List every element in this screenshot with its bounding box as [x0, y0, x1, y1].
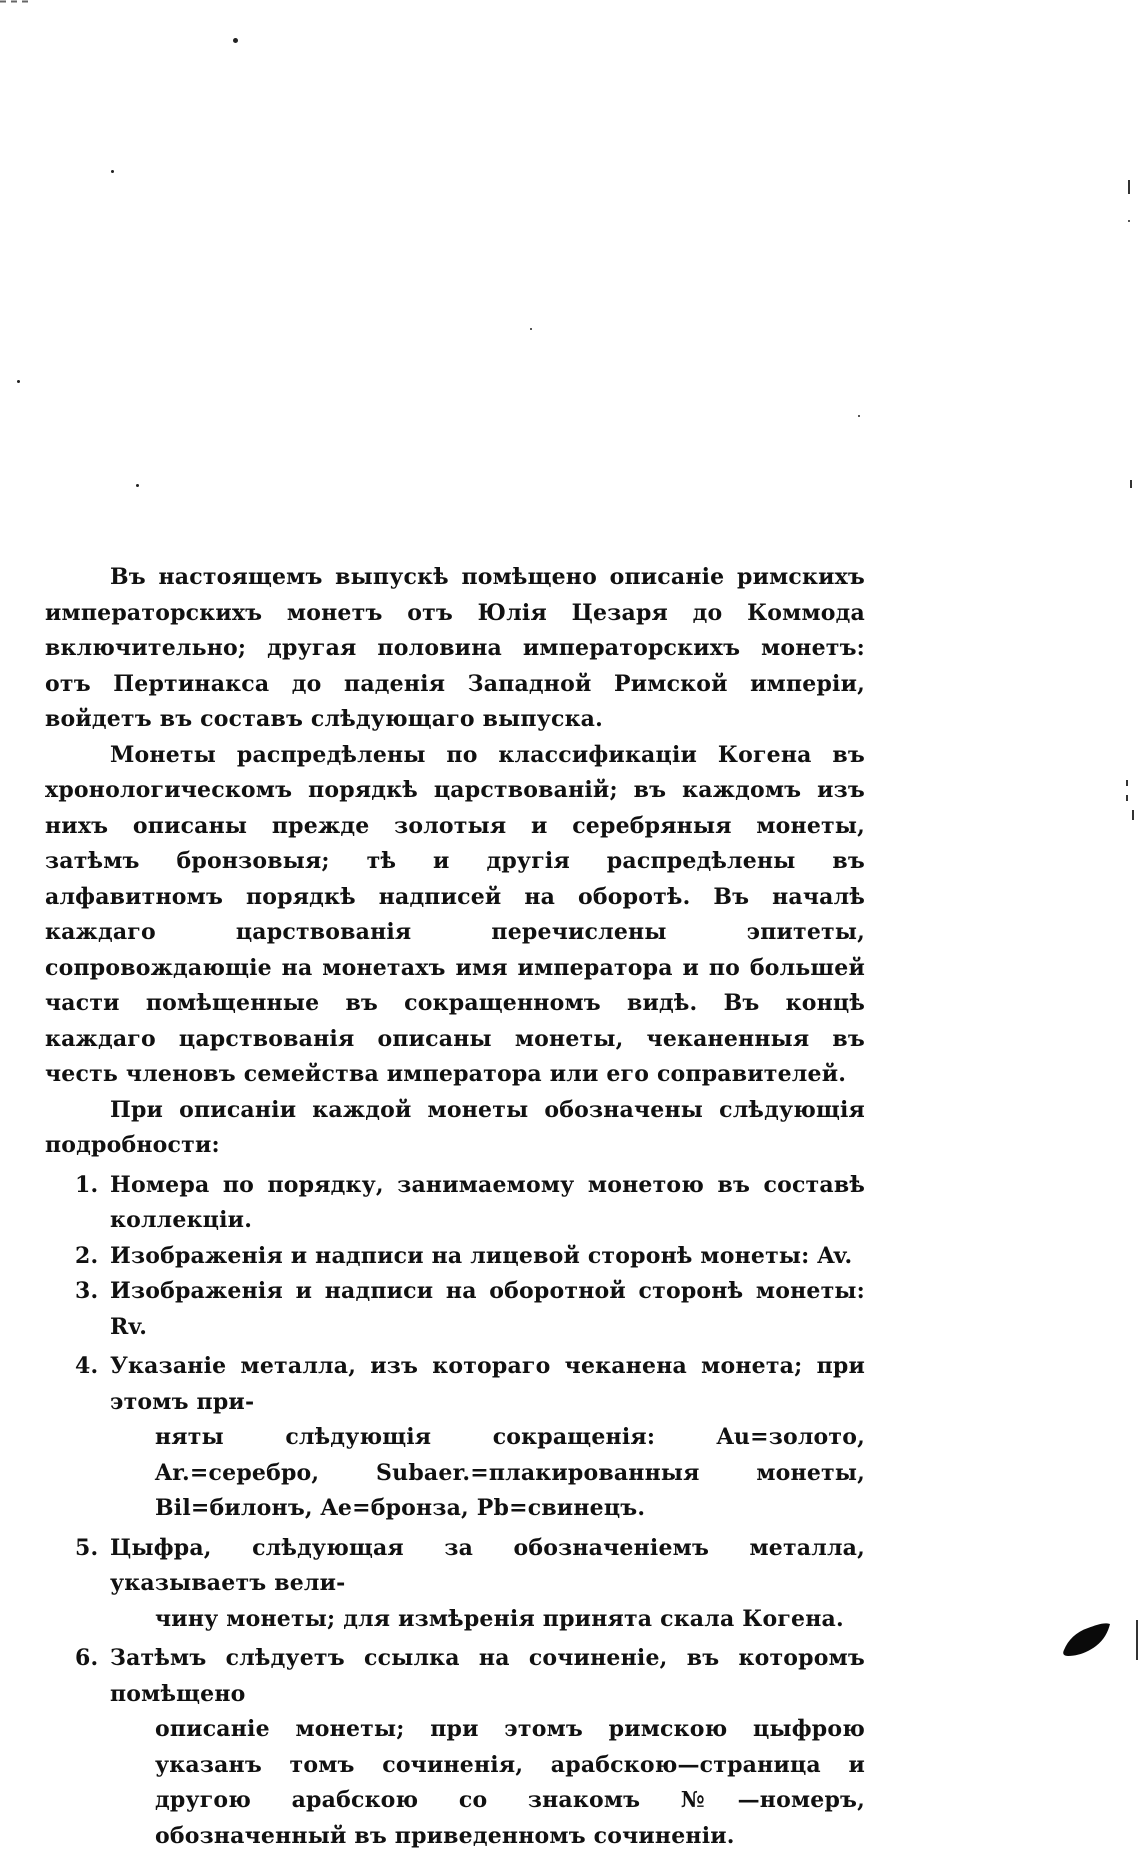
- scan-speck: [530, 328, 532, 330]
- list-number: 2.: [75, 1239, 98, 1275]
- list-text-first-line: Указаніе металла, изъ котораго чеканена монета; при этомъ при-: [110, 1349, 865, 1420]
- top-edge-mark: [0, 0, 80, 3]
- list-text-first-line: Цыфра, слѣдующая за обозначеніемъ металла, указываетъ вели-: [110, 1531, 865, 1602]
- scan-speck: [136, 484, 139, 487]
- document-body: [45, 560, 865, 1854]
- details-list: [45, 1168, 865, 1854]
- scan-edge-mark: [1126, 780, 1128, 786]
- scan-speck: [233, 38, 238, 43]
- scan-edge-mark: [1132, 810, 1134, 820]
- list-number: 6.: [75, 1641, 98, 1677]
- scan-edge-mark: [1130, 480, 1132, 488]
- list-text: Изображенія и надписи на оборотной сторонѣ монеты: Rv.: [110, 1278, 865, 1340]
- list-text-first-line: Затѣмъ слѣдуетъ ссылка на сочиненіе, въ которомъ помѣщено: [110, 1641, 865, 1712]
- scan-speck: [1128, 220, 1130, 222]
- ink-blot: [1060, 1618, 1112, 1658]
- scan-edge-mark: [1126, 795, 1128, 801]
- list-item: [45, 1239, 865, 1275]
- list-item: [45, 1349, 865, 1527]
- list-text-continuation: чину монеты; для измѣренія принята скала Когена.: [110, 1602, 865, 1638]
- list-item: [45, 1531, 865, 1638]
- scan-edge-mark: [1128, 180, 1130, 194]
- scan-speck: [111, 170, 114, 173]
- paragraph-details-lead: При описаніи каждой монеты обозначены слѣдующія подробности:: [45, 1093, 865, 1164]
- list-text-continuation: описаніе монеты; при этомъ римскою цыфрою указанъ томъ сочиненія, арабскою—страница и другою арабскою со знакомъ №—номеръ, обозначенный въ приведенномъ сочиненіи.: [110, 1712, 865, 1854]
- paragraph-intro: Въ настоящемъ выпускѣ помѣщено описаніе римскихъ императорскихъ монетъ отъ Юлія Цезаря до Коммода включительно; другая половина императорскихъ монетъ: отъ Пертинакса до паденія Западной Римской имперіи, войдетъ въ составъ слѣдующаго выпуска.: [45, 560, 865, 738]
- list-number: 5.: [75, 1531, 98, 1567]
- list-number: 4.: [75, 1349, 98, 1385]
- list-number: 1.: [75, 1168, 98, 1204]
- list-number: 3.: [75, 1274, 98, 1310]
- list-text-continuation: няты слѣдующія сокращенія: Au=золото, Ar.=серебро, Subaer.=плакированныя монеты, Bil=билонъ, Ae=бронза, Pb=свинецъ.: [110, 1420, 865, 1527]
- paragraph-classification: Монеты распредѣлены по классификаціи Когена въ хронологическомъ порядкѣ царствованій; въ каждомъ изъ нихъ описаны прежде золотыя и серебряныя монеты, затѣмъ бронзовыя; тѣ и другія распредѣлены въ алфавитномъ порядкѣ надписей на оборотѣ. Въ началѣ каждаго царствованія перечислены эпитеты, сопровождающіе на монетахъ имя императора и по большей части помѣщенные въ сокращенномъ видѣ. Въ концѣ каждаго царствованія описаны монеты, чеканенныя въ честь членовъ семейства императора или его соправителей.: [45, 738, 865, 1093]
- list-item: [45, 1168, 865, 1239]
- list-text: Изображенія и надписи на лицевой сторонѣ монеты: Av.: [110, 1243, 852, 1269]
- scan-speck: [17, 380, 20, 383]
- list-text: Номера по порядку, занимаемому монетою въ составѣ коллекціи.: [110, 1172, 865, 1234]
- list-item: [45, 1641, 865, 1854]
- scan-speck: [858, 415, 860, 417]
- scan-edge-mark: [1136, 1620, 1138, 1660]
- list-item: [45, 1274, 865, 1345]
